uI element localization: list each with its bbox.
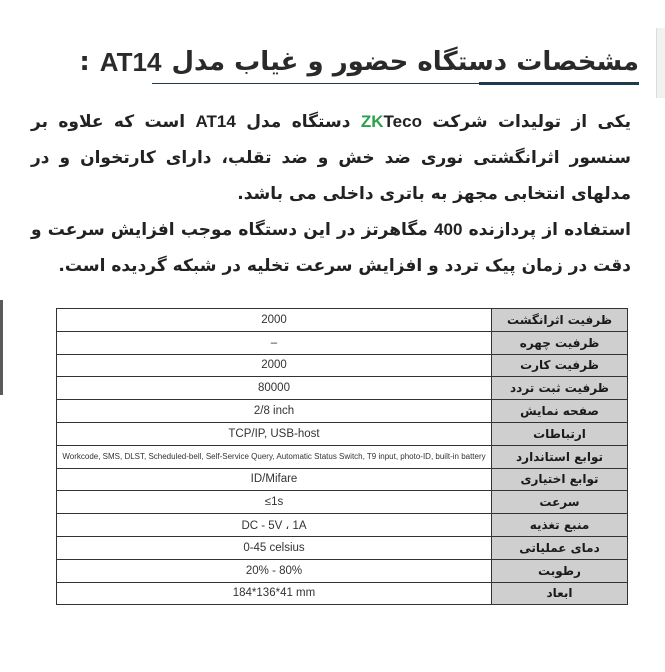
processor-speed: 400 <box>434 220 463 239</box>
spec-value: 80000 <box>57 377 492 400</box>
brand-zk: ZK <box>360 112 384 131</box>
processor-text-start: استفاده از پردازنده <box>468 220 632 240</box>
spec-value: 2000 <box>57 309 492 332</box>
spec-label: ظرفیت کارت <box>492 354 628 377</box>
spec-label: ظرفیت اثرانگشت <box>492 309 628 332</box>
spec-label: ابعاد <box>492 582 628 605</box>
edge-marker <box>0 300 3 395</box>
intro-text-end: است که علاوه بر سنسور اثرانگشتی نوری ضد خش و ضد تقلب، دارای کارتخوان و در مدلهای انتخابی مجهز به باتری داخلی می باشد. <box>31 112 631 204</box>
brand-teco: Teco <box>383 112 422 131</box>
spec-row <box>57 445 628 468</box>
intro-text-start: یکی از تولیدات شرکت <box>432 112 631 132</box>
page-title <box>79 42 639 82</box>
spec-row <box>57 536 628 559</box>
spec-row <box>57 559 628 582</box>
spec-value: ≤1s <box>57 491 492 514</box>
spec-label: صفحه نمایش <box>492 400 628 423</box>
scrollbar-edge[interactable] <box>656 28 665 98</box>
spec-row <box>57 331 628 354</box>
spec-value: ID/Mifare <box>57 468 492 491</box>
spec-row <box>57 514 628 537</box>
spec-value: 2/8 inch <box>57 400 492 423</box>
title-text: مشخصات دستگاه حضور و غیاب مدل <box>171 47 639 77</box>
spec-label: منبع تغذیه <box>492 514 628 537</box>
spec-row <box>57 491 628 514</box>
brand-name <box>361 112 422 132</box>
spec-label: ظرفیت ثبت تردد <box>492 377 628 400</box>
title-underline-accent <box>479 82 639 85</box>
processor-text-end: مگاهرتز در این دستگاه موجب افزایش سرعت و دقت در زمان پیک تردد و افزایش سرعت تخلیه در شبکه گردیده است. <box>31 220 631 276</box>
spec-row <box>57 309 628 332</box>
spec-table <box>56 308 628 605</box>
spec-row <box>57 582 628 605</box>
spec-value: – <box>57 331 492 354</box>
spec-value: DC - 5V ، 1A <box>57 514 492 537</box>
spec-value: TCP/IP, USB-host <box>57 422 492 445</box>
spec-row <box>57 377 628 400</box>
spec-value: 2000 <box>57 354 492 377</box>
spec-value: Workcode, SMS, DLST, Scheduled-bell, Self-Service Query, Automatic Status Switch, T9 input, photo-ID, built-in battery <box>57 445 492 468</box>
spec-label: سرعت <box>492 491 628 514</box>
spec-label: رطوبت <box>492 559 628 582</box>
title-underline <box>152 83 479 84</box>
spec-label: توابع اختیاری <box>492 468 628 491</box>
spec-row <box>57 422 628 445</box>
spec-row <box>57 400 628 423</box>
spec-row <box>57 354 628 377</box>
spec-label: ارتباطات <box>492 422 628 445</box>
intro-text-mid: دستگاه مدل <box>246 112 351 132</box>
title-model: AT14 <box>99 46 162 77</box>
intro-paragraph <box>31 104 631 212</box>
spec-label: دمای عملیاتی <box>492 536 628 559</box>
spec-label: توابع استاندارد <box>492 445 628 468</box>
spec-value: 0-45 celsius <box>57 536 492 559</box>
spec-row <box>57 468 628 491</box>
spec-table-body <box>57 309 628 605</box>
spec-value: 20% - 80% <box>57 559 492 582</box>
processor-paragraph <box>31 212 631 284</box>
intro-model: AT14 <box>195 112 236 131</box>
spec-label: ظرفیت چهره <box>492 331 628 354</box>
title-colon: : <box>79 47 90 77</box>
spec-value: 184*136*41 mm <box>57 582 492 605</box>
